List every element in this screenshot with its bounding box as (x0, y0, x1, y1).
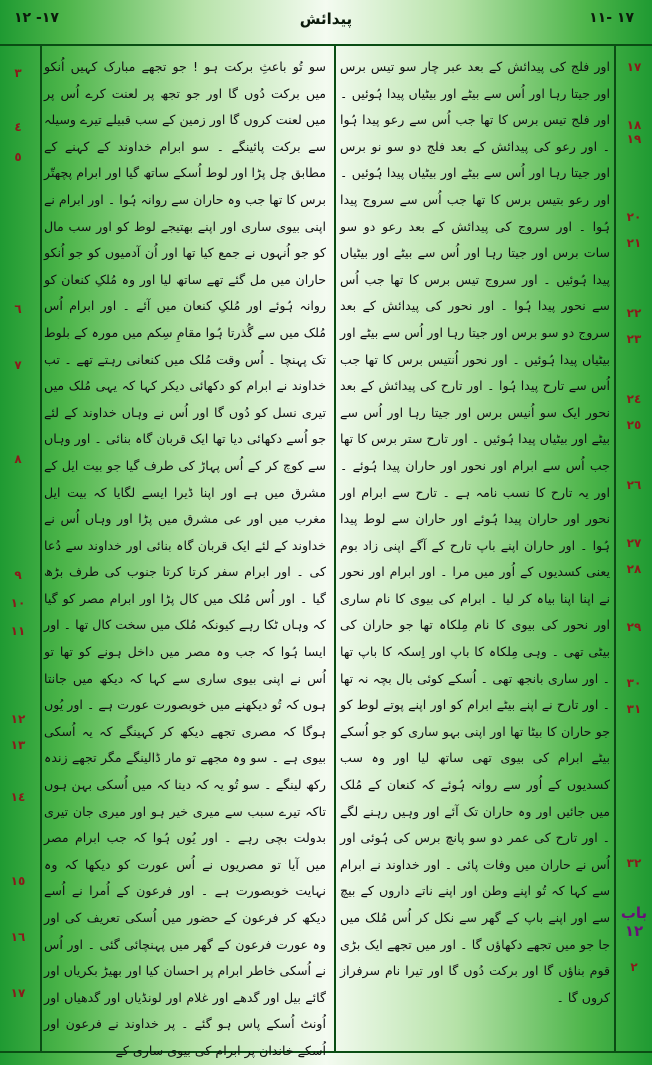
left-text-column (44, 54, 326, 1058)
left-margin-rule (40, 46, 42, 1053)
verse-number: ١٤ (10, 790, 26, 804)
verse-number: ٢٧ (626, 536, 642, 550)
verse-number: ٢٤ (626, 392, 642, 406)
page-header (0, 0, 652, 46)
verse-number: ٢ (630, 960, 638, 974)
verse-number: ١٢ (10, 712, 26, 726)
verse-number: ١٥ (10, 874, 26, 888)
right-text-column (340, 54, 610, 1049)
header-left-reference: ١٧- ١٢ (14, 10, 59, 26)
verse-number: ٢١ (626, 236, 642, 250)
verse-number: ٧ (14, 358, 22, 372)
verse-number: ٨ (14, 452, 22, 466)
verse-number: ٢٨ (626, 562, 642, 576)
verse-number: ٣ (14, 66, 22, 80)
verse-number: ١٧ (626, 60, 642, 74)
verse-number: ٩ (14, 568, 22, 582)
verse-number: ٢٥ (626, 418, 642, 432)
column-divider (334, 46, 336, 1053)
verse-number: ١٦ (10, 930, 26, 944)
verse-number: ٥ (14, 150, 22, 164)
chapter-marker: باب ١٢ (620, 904, 648, 940)
right-column-text: اور فلج کی پیدائش کے بعد عبر چار سو تیس برس اور جیتا رہا اور اُس سے بیٹے اور بیٹیاں پیدا ہُوئیں ۔ اور فلج تیس برس کا تھا جب اُس سے رعو پیدا ہُوا ۔ اور رعو کی پیدائش کے بعد فلج دو سو نو برس اور جیتا رہا اور اُس سے بیٹے اور بیٹیاں پیدا ہُوئیں ۔ اور رعو بتیس برس کا تھا جب اُس سے سروج پیدا ہُوا ۔ اور سروج کی پیدائش کے بعد رعو دو سو سات برس اور جیتا رہا اور اُس سے بیٹے اور بیٹیاں پیدا ہُوئیں ۔ اور سروج تیس برس کا تھا جب اُس سے نحور پیدا ہُوا ۔ اور نحور کی پیدائش کے بعد سروج دو سو برس اور جیتا رہا اور اُس سے بیٹے اور بیٹیاں پیدا ہُوئیں ۔ اور نحور اُنتیس برس کا تھا جب اُس سے تارح پیدا ہُوا ۔ اور تارح کی پیدائش کے بعد نحور ایک سو اُنیس برس اور جیتا رہا اور اُس سے بیٹے اور بیٹیاں پیدا ہُوئیں ۔ اور تارح ستر برس کا تھا جب اُس سے ابرام اور نحور اور حاران پیدا ہُوئے ۔ اور یہ تارح کا نسب نامہ ہے ۔ تارح سے ابرام اور نحور اور حاران پیدا ہُوئے اور حاران سے لوط پیدا ہُوا ۔ اور حاران اپنے باپ تارح کے آگے اپنی زاد بوم یعنی کسدیوں کے اُور میں مرا ۔ اور ابرام اور نحور نے اپنا اپنا بیاہ کر لیا ۔ ابرام کی بیوی کا نام ساری اور نحور کی بیوی کا نام مِلکاہ تھا جو حاران کی بیٹی تھی ۔ وہی مِلکاہ کا باپ اور اِسکہ کا باپ تھا ۔ اور ساری بانجھ تھی ۔ اُسکے کوئی بال بچہ نہ تھا ۔ اور تارح نے اپنے بیٹے ابرام کو اور اپنے پوتے لوط کو جو حاران کا بیٹا تھا اور اپنی بہو ساری کو جو اُسکے بیٹے ابرام کی بیوی تھی ساتھ لیا اور وہ سب کسدیوں کے اُور سے روانہ ہُوئے کہ کنعان کے مُلک میں جائیں اور وہ حاران تک آئے اور وہیں رہنے لگے ۔ اور تارح کی عمر دو سو پانچ برس کی ہُوئی اور اُس نے حاران میں وفات پائی ۔ اور خداوند نے ابرام سے کہا کہ تُو اپنے وطن اور اپنے ناتے داروں کے بیچ سے اور اپنے باپ کے گھر سے نکل کر اُس مُلک میں جا جو میں تجھے دکھاؤں گا ۔ اور میں تجھے ایک بڑی قوم بناؤں گا اور برکت دُوں گا اور تیرا نام سرفراز کروں گا ۔ (340, 59, 610, 1005)
verse-number: ٣٢ (626, 856, 642, 870)
verse-number: ٢٦ (626, 478, 642, 492)
text-frame (0, 46, 652, 1058)
verse-number: ٢٢ (626, 306, 642, 320)
verse-number: ١٧ (10, 986, 26, 1000)
verse-number: ٢٠ (626, 210, 642, 224)
verse-number: ١٨ (626, 118, 642, 132)
verse-number: ٦ (14, 302, 22, 316)
verse-number: ٢٣ (626, 332, 642, 346)
verse-number: ١٣ (10, 738, 26, 752)
verse-number: ١١ (10, 624, 26, 638)
book-title: پیدائش (299, 10, 353, 28)
verse-number: ٣٠ (626, 676, 642, 690)
verse-number: ٣١ (626, 702, 642, 716)
left-column-text: سو تُو باعثِ برکت ہو ! جو تجھے مبارک کہیں اُنکو میں برکت دُوں گا اور جو تجھ پر لعنت کرے اُس پر میں لعنت کروں گا اور زمین کے سب قبیلے تیرے وسیلہ سے برکت پائینگے ۔ سو ابرام خداوند کے کہنے کے مطابق چل پڑا اور لوط اُسکے ساتھ گیا اور ابرام پچھتّر برس کا تھا جب وہ حاران سے روانہ ہُوا ۔ اور ابرام نے اپنی بیوی ساری اور اپنے بھتیجے لوط کو اور سب مال کو جو اُنہوں نے جمع کیا تھا اور اُن آدمیوں کو جو اُنکو حاران میں مل گئے تھے ساتھ لیا اور وہ مُلکِ کنعان کو روانہ ہُوئے اور مُلکِ کنعان میں آئے ۔ اور ابرام اُس مُلک میں سے گُذرتا ہُوا مقامِ سِکم میں مورہ کے بلوط تک پہنچا ۔ اُس وقت مُلک میں کنعانی رہتے تھے ۔ تب خداوند نے ابرام کو دکھائی دیکر کہا کہ یہی مُلک میں تیری نسل کو دُوں گا اور اُس نے وہاں خداوند کے لئے جو اُسے دکھائی دیا تھا ایک قربان گاہ بنائی ۔ اور وہاں سے کوچ کر کے اُس پہاڑ کی طرف گیا جو بیت ایل کے مشرق میں ہے اور اپنا ڈیرا ایسے لگایا کہ بیت ایل مغرب میں اور عی مشرق میں پڑا اور وہاں اُس نے خداوند کے لئے ایک قربان گاہ بنائی اور خداوند سے دُعا کی ۔ اور ابرام سفر کرتا کرتا جنوب کی طرف بڑھ گیا ۔ اور اُس مُلک میں کال پڑا اور ابرام مصر کو گیا کہ وہاں ٹکا رہے کیونکہ مُلک میں سخت کال تھا ۔ اور ایسا ہُوا کہ جب وہ مصر میں داخل ہونے کو تھا تو اُس نے اپنی بیوی ساری سے کہا کہ دیکھ میں جانتا ہوں کہ تُو دیکھنے میں خوبصورت عورت ہے ۔ اور یُوں ہوگا کہ مصری تجھے دیکھ کر کہینگے کہ یہ اُسکی بیوی ہے ۔ سو وہ مجھے تو مار ڈالینگے مگر تجھے زندہ رکھ لینگے ۔ سو تُو یہ کہ دینا کہ میں اُسکی بہن ہوں تاکہ تیرے سبب سے میری خیر ہو اور میری جان تیری بدولت بچی رہے ۔ اور یُوں ہُوا کہ جب ابرام مصر میں آیا تو مصریوں نے اُس عورت کو دیکھا کہ وہ نہایت خوبصورت ہے ۔ اور فرعون کے اُمرا نے اُسے دیکھ کر فرعون کے حضور میں اُسکی تعریف کی اور وہ عورت فرعون کے گھر میں پہنچائی گئی ۔ اور اُس نے اُسکی خاطر ابرام پر احسان کیا اور بھیڑ بکریاں اور گائے بیل اور گدھے اور غلام اور لونڈیاں اور گدھیاں اور اُونٹ اُسکے پاس ہو گئے ۔ پر خداوند نے فرعون اور اُسکے خاندان پر ابرام کی بیوی ساری کے (44, 59, 326, 1058)
right-margin-rule (614, 46, 616, 1053)
header-right-reference: ١٧ -١١ (589, 10, 634, 26)
verse-number: ١٩ (626, 132, 642, 146)
verse-number: ٢٩ (626, 620, 642, 634)
verse-number: ١٠ (10, 596, 26, 610)
verse-number: ٤ (14, 120, 22, 134)
